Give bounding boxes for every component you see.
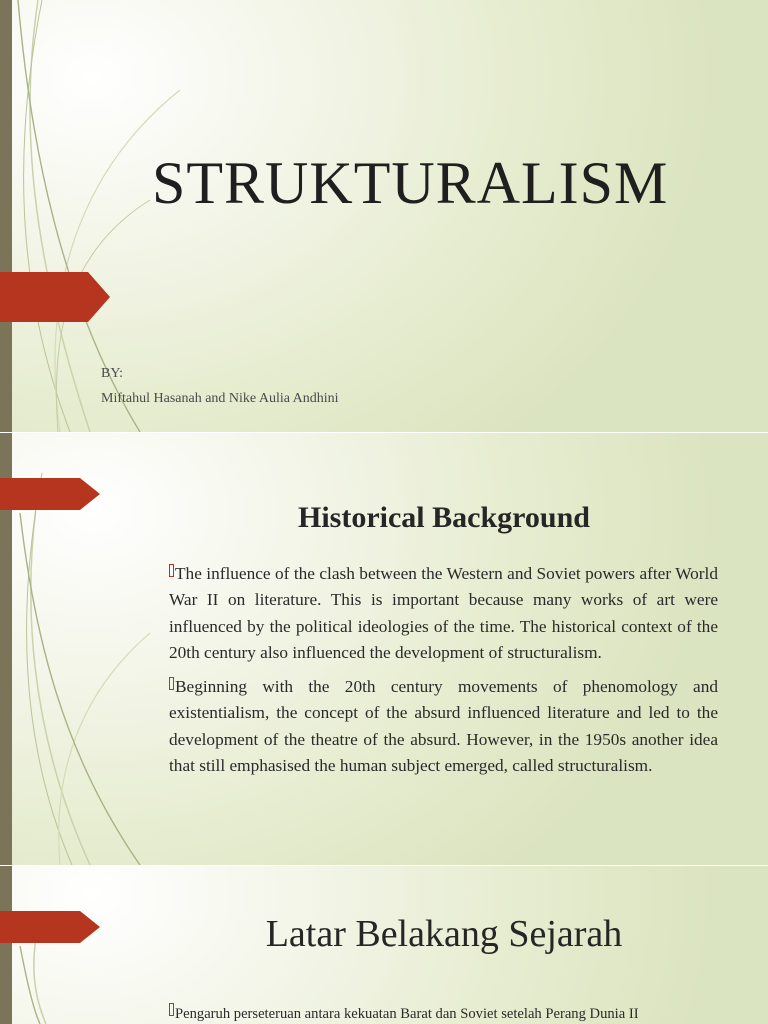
presentation-title: STRUKTURALISM	[152, 150, 669, 216]
list-item	[169, 674, 718, 779]
list-item	[169, 1003, 718, 1024]
authors-text: Miftahul Hasanah and Nike Aulia Andhini	[101, 391, 339, 406]
slide-side-bar	[0, 866, 12, 1024]
slide-latar-belakang	[0, 866, 768, 1024]
bullet-marker-icon	[169, 1003, 174, 1016]
list-item	[169, 561, 718, 666]
slide-historical-background	[0, 433, 768, 865]
slide-heading: Historical Background	[298, 501, 590, 534]
slide-heading: Latar Belakang Sejarah	[265, 913, 623, 955]
bullet-list	[169, 1003, 718, 1024]
bullet-text: Pengaruh perseteruan antara kekuatan Barat dan Soviet setelah Perang Dunia II	[175, 1006, 639, 1022]
bullet-text: The influence of the clash between the Western and Soviet powers after World War II on literature. This is important because many works of art were influenced by the political ideologies of the time. The historical context of the 20th century also influenced the development of structuralism.	[169, 564, 718, 662]
bullet-list	[169, 561, 718, 787]
slide-title	[0, 0, 768, 432]
bullet-marker-icon	[169, 564, 174, 577]
slide-side-bar	[0, 0, 12, 432]
bullet-marker-icon	[169, 677, 174, 690]
bullet-text: Beginning with the 20th century movements of phenomology and existentialism, the concept of the absurd influenced literature and led to the development of the theatre of the absurd. However, in the 1950s another idea that still emphasised the human subject emerged, called structuralism.	[169, 677, 718, 776]
by-label: BY:	[101, 366, 124, 381]
arrow-tab-icon	[0, 478, 100, 510]
decorative-swoosh-icon	[0, 0, 200, 432]
arrow-tab-icon	[0, 911, 100, 943]
arrow-tab-icon	[0, 272, 110, 322]
